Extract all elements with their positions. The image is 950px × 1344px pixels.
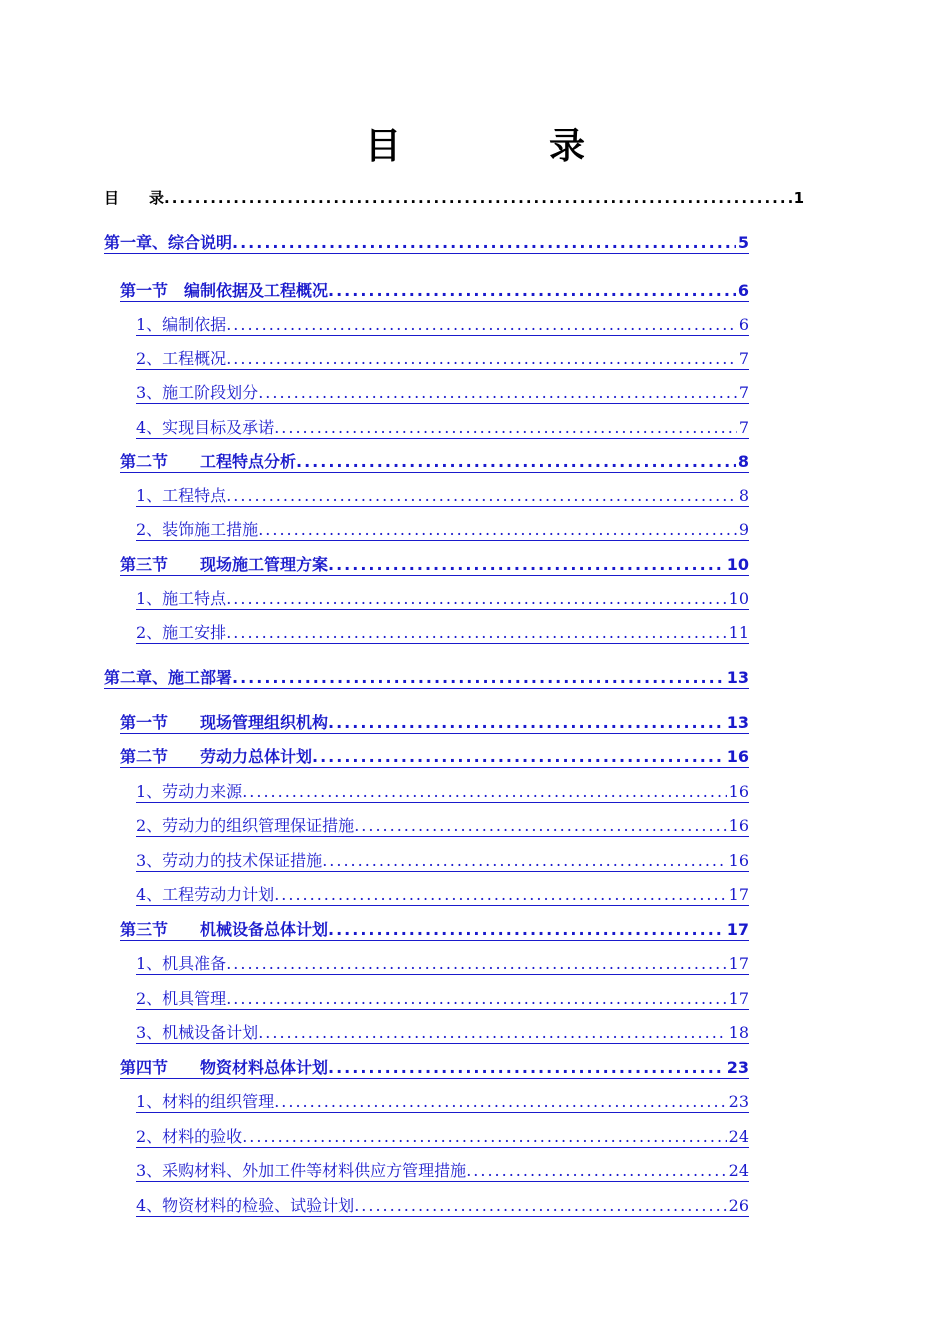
toc-entry-page: 17 xyxy=(728,989,749,1008)
toc-leader-dots xyxy=(164,188,792,208)
toc-entry-page: 5 xyxy=(737,233,749,252)
toc-leader-dots xyxy=(328,1058,725,1078)
toc-subsection[interactable] xyxy=(136,1090,749,1113)
toc-entry-page: 26 xyxy=(728,1196,749,1215)
toc-entry-page: 8 xyxy=(738,486,749,505)
toc-section[interactable] xyxy=(120,1056,749,1079)
toc-subsection[interactable] xyxy=(136,587,749,610)
toc-leader-dots xyxy=(328,920,725,940)
toc-subsection[interactable] xyxy=(136,1159,749,1182)
toc-leader-dots xyxy=(242,1127,726,1147)
toc-entry-label: 3、劳动力的技术保证措施 xyxy=(136,851,323,870)
toc-section[interactable] xyxy=(120,918,749,941)
toc-entry-label: 1、施工特点 xyxy=(136,589,227,608)
toc-leader-dots xyxy=(354,816,726,836)
toc-subsection[interactable] xyxy=(136,1194,749,1217)
toc-subsection[interactable] xyxy=(136,987,749,1010)
toc-entry-label: 1、工程特点 xyxy=(136,486,227,505)
toc-section[interactable] xyxy=(120,279,749,302)
toc-leader-dots xyxy=(226,349,737,369)
toc-entry-label: 第一章、综合说明 xyxy=(104,233,233,252)
toc-entry-page: 13 xyxy=(726,713,749,732)
toc-entry-label: 4、工程劳动力计划 xyxy=(136,885,275,904)
toc-entry-label: 第二节 工程特点分析 xyxy=(120,452,297,471)
toc-leader-dots xyxy=(328,281,736,301)
toc-leader-dots xyxy=(328,713,725,733)
toc-entry-label: 第一节 现场管理组织机构 xyxy=(120,713,329,732)
toc-entry-page: 7 xyxy=(738,349,749,368)
toc-entry-page: 24 xyxy=(728,1127,749,1146)
toc-subsection[interactable] xyxy=(136,518,749,541)
toc-leader-dots xyxy=(274,1092,726,1112)
toc-entry-page: 13 xyxy=(726,668,749,687)
toc-subsection[interactable] xyxy=(136,952,749,975)
toc-leader-dots xyxy=(466,1161,726,1181)
toc-entry-page: 7 xyxy=(738,418,749,437)
toc-subsection[interactable] xyxy=(136,883,749,906)
toc-entry-label: 2、机具管理 xyxy=(136,989,227,1008)
toc-entry-label: 第三节 现场施工管理方案 xyxy=(120,555,329,574)
toc-entry-label: 4、实现目标及承诺 xyxy=(136,418,275,437)
toc-entry-label: 1、劳动力来源 xyxy=(136,782,243,801)
toc-entry-page: 23 xyxy=(728,1092,749,1111)
toc-entry-page: 6 xyxy=(738,315,749,334)
toc-chapter-1[interactable] xyxy=(104,231,749,254)
toc-leader-dots xyxy=(226,954,726,974)
toc-leader-dots xyxy=(274,885,726,905)
toc-chapter-2[interactable] xyxy=(104,666,749,689)
toc-entry-page: 17 xyxy=(726,920,749,939)
toc-section[interactable] xyxy=(120,711,749,734)
toc-leader-dots xyxy=(258,1023,726,1043)
toc-leader-dots xyxy=(232,233,736,253)
toc-leader-dots xyxy=(312,747,725,767)
toc-entry-label: 第三节 机械设备总体计划 xyxy=(120,920,329,939)
toc-leader-dots xyxy=(258,520,737,540)
toc-entry-label: 第二章、施工部署 xyxy=(104,668,233,687)
toc-leader-dots xyxy=(274,418,737,438)
toc-entry-page: 11 xyxy=(728,623,749,642)
toc-entry-page: 23 xyxy=(726,1058,749,1077)
toc-subsection[interactable] xyxy=(136,381,749,404)
toc-entry-page: 7 xyxy=(738,383,749,402)
toc-section[interactable] xyxy=(120,553,749,576)
toc-leader-dots xyxy=(354,1196,726,1216)
toc-leader-dots xyxy=(242,782,726,802)
toc-entry-page: 16 xyxy=(726,747,749,766)
toc-entry-label: 1、材料的组织管理 xyxy=(136,1092,275,1111)
toc-entry-label: 1、机具准备 xyxy=(136,954,227,973)
toc-leader-dots xyxy=(296,452,736,472)
toc-leader-dots xyxy=(226,315,737,335)
toc-entry-page: 16 xyxy=(728,782,749,801)
toc-entry-label: 2、劳动力的组织管理保证措施 xyxy=(136,816,355,835)
toc-section[interactable] xyxy=(120,450,749,473)
toc-entry-label: 第二节 劳动力总体计划 xyxy=(120,747,313,766)
toc-entry-label: 3、采购材料、外加工件等材料供应方管理措施 xyxy=(136,1161,467,1180)
toc-entry-page: 8 xyxy=(737,452,749,471)
toc-subsection[interactable] xyxy=(136,780,749,803)
toc-leader-dots xyxy=(328,555,725,575)
toc-subsection[interactable] xyxy=(136,814,749,837)
toc-entry-page: 1 xyxy=(793,189,804,207)
toc-subsection[interactable] xyxy=(136,621,749,644)
toc-entry-page: 10 xyxy=(728,589,749,608)
toc-entry-page: 17 xyxy=(728,885,749,904)
toc-entry-label: 3、施工阶段划分 xyxy=(136,383,259,402)
page-title: 目 录 xyxy=(364,126,641,167)
toc-entry-page: 10 xyxy=(726,555,749,574)
toc-entry-label: 1、编制依据 xyxy=(136,315,227,334)
toc-leader-dots xyxy=(226,589,726,609)
toc-leader-dots xyxy=(322,851,726,871)
toc-entry-contents[interactable] xyxy=(104,186,804,208)
toc-entry-page: 16 xyxy=(728,851,749,870)
toc-leader-dots xyxy=(232,668,725,688)
toc-entry-page: 18 xyxy=(728,1023,749,1042)
toc-entry-page: 17 xyxy=(728,954,749,973)
toc-entry-label: 2、装饰施工措施 xyxy=(136,520,259,539)
toc-subsection[interactable] xyxy=(136,416,749,439)
toc-entry-label: 4、物资材料的检验、试验计划 xyxy=(136,1196,355,1215)
toc-section[interactable] xyxy=(120,745,749,768)
toc-subsection[interactable] xyxy=(136,484,749,507)
toc-entry-label: 2、施工安排 xyxy=(136,623,227,642)
toc-entry-label: 2、工程概况 xyxy=(136,349,227,368)
toc-subsection[interactable] xyxy=(136,1021,749,1044)
toc-entry-label: 第四节 物资材料总体计划 xyxy=(120,1058,329,1077)
toc-entry-label: 2、材料的验收 xyxy=(136,1127,243,1146)
toc-entry-page: 24 xyxy=(728,1161,749,1180)
toc-subsection[interactable] xyxy=(136,347,749,370)
toc-entry-page: 9 xyxy=(738,520,749,539)
toc-leader-dots xyxy=(226,486,737,506)
toc-leader-dots xyxy=(226,623,726,643)
toc-entry-label: 目 录 xyxy=(104,189,165,207)
toc-leader-dots xyxy=(226,989,726,1009)
toc-entry-page: 6 xyxy=(737,281,749,300)
toc-entry-label: 3、机械设备计划 xyxy=(136,1023,259,1042)
toc-subsection[interactable] xyxy=(136,313,749,336)
toc-subsection[interactable] xyxy=(136,849,749,872)
toc-leader-dots xyxy=(258,383,737,403)
toc-entry-page: 16 xyxy=(728,816,749,835)
toc-subsection[interactable] xyxy=(136,1125,749,1148)
toc-entry-label: 第一节 编制依据及工程概况 xyxy=(120,281,329,300)
